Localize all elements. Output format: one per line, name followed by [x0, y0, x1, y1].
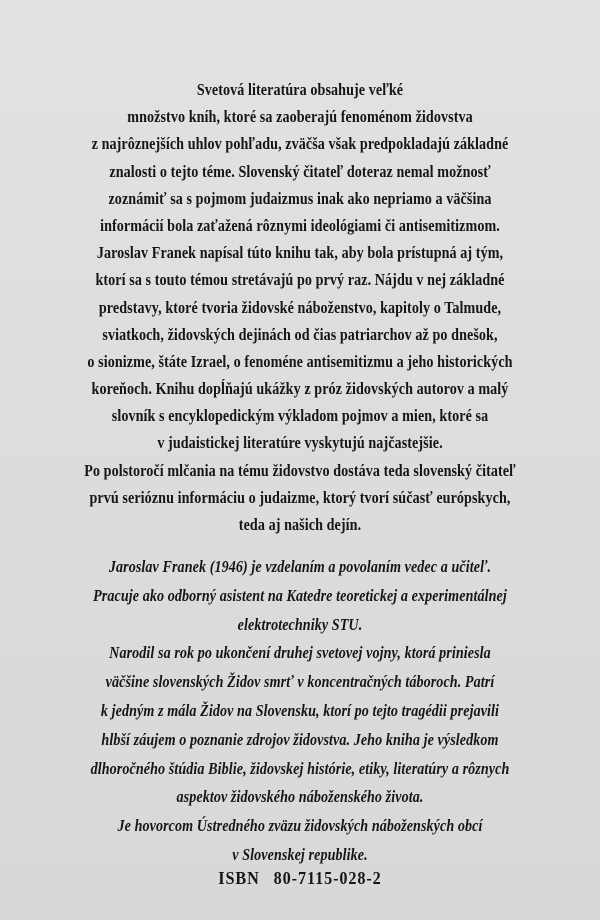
description-line: znalosti o tejto téme. Slovenský čitateľ doteraz nemal možnosť	[109, 161, 491, 181]
description-line: slovník s encyklopedickým výkladom pojmov a mien, ktoré sa	[111, 406, 489, 426]
bio-line: väčšine slovenských Židov smrť v koncentračných táboroch. Patrí	[105, 672, 495, 692]
author-bio	[40, 553, 560, 870]
description-line: o sionizme, štáte Izrael, o fenoméne antisemitizmu a jeho historických	[87, 351, 513, 371]
bio-line: aspektov židovského náboženského života.	[176, 787, 424, 807]
description-line: sviatkoch, židovských dejinách od čias patriarchov až po dnešok,	[102, 324, 498, 344]
description-line: Jaroslav Franek napísal túto knihu tak, aby bola prístupná aj tým,	[96, 243, 504, 263]
description-line: ktorí sa s touto témou stretávajú po prvý raz. Nájdu v nej základné	[95, 270, 505, 290]
bio-line: dlhoročného štúdia Biblie, židovskej histórie, etiky, literatúry a rôznych	[90, 758, 510, 778]
description-line: množstvo kníh, ktoré sa zaoberajú fenoménom židovstva	[127, 107, 473, 127]
bio-line: hlbší záujem o poznanie zdrojov židovstva. Jeho kniha je výsledkom	[101, 729, 499, 749]
description-line: v judaistickej literatúre vyskytujú najčastejšie.	[157, 433, 443, 453]
bio-line: Jaroslav Franek (1946) je vzdelaním a povolaním vedec a učiteľ.	[108, 557, 492, 576]
bio-line: Pracuje ako odborný asistent na Katedre teoretickej a experimentálnej	[93, 585, 507, 605]
isbn-number: ISBN 80-7115-028-2	[218, 868, 382, 888]
book-description	[40, 76, 560, 538]
bio-line: k jedným z mála Židov na Slovensku, ktorí po tejto tragédii prejavili	[100, 700, 500, 720]
description-line: Po polstoročí mlčania na tému židovstvo dostáva teda slovenský čitateľ	[84, 460, 516, 480]
description-line: informácií bola zaťažená rôznymi ideológiami či antisemitizmom.	[100, 215, 500, 235]
description-line: prvú serióznu informáciu o judaizme, ktorý tvorí súčasť európskych,	[89, 487, 511, 507]
description-line: zoznámiť sa s pojmom judaizmus inak ako nepriamo a väčšina	[108, 188, 492, 208]
description-line: predstavy, ktoré tvoria židovské náboženstvo, kapitoly o Talmude,	[98, 297, 502, 317]
bio-line: Je hovorcom Ústredného zväzu židovských náboženských obcí	[117, 816, 483, 836]
bio-line: v Slovenskej republike.	[232, 844, 368, 864]
description-line: koreňoch. Knihu dopĺňajú ukážky z próz židovských autorov a malý	[91, 379, 509, 399]
description-line: z najrôznejších uhlov pohľadu, zväčša však predpokladajú základné	[91, 134, 509, 154]
description-line: Svetová literatúra obsahuje veľké	[196, 80, 404, 99]
bio-line: Narodil sa rok po ukončení druhej svetovej vojny, ktorá priniesla	[109, 643, 491, 663]
bio-line: elektrotechniky STU.	[237, 614, 363, 634]
description-line: teda aj našich dejín.	[238, 515, 362, 534]
